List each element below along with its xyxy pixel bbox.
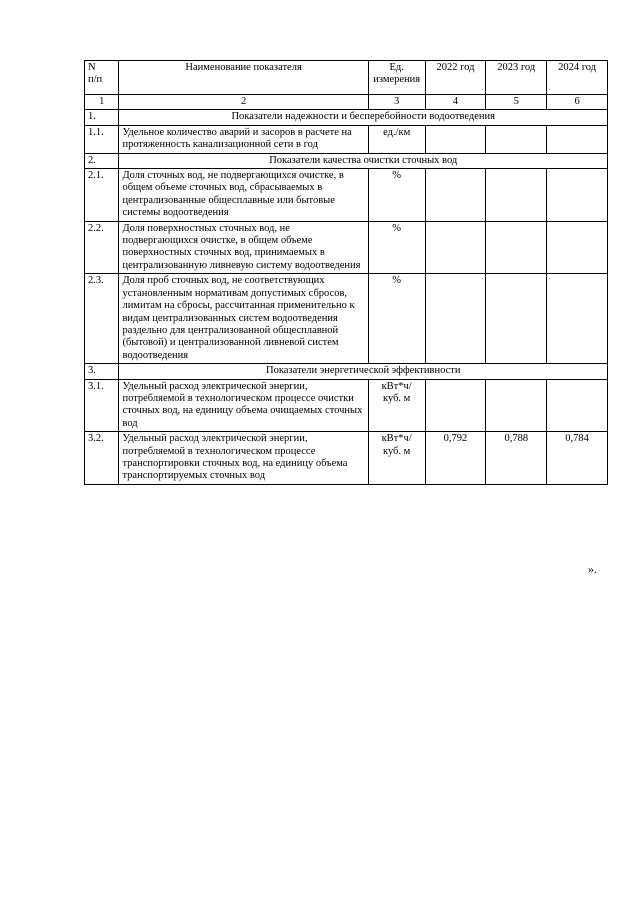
value-2022: 0,792 [425, 432, 486, 485]
value-2024 [547, 274, 608, 364]
indicators-table [84, 60, 608, 485]
indicator-row [85, 221, 608, 274]
value-2022 [425, 274, 486, 364]
value-2022 [425, 169, 486, 222]
column-number-row [85, 95, 608, 110]
indicator-row [85, 169, 608, 222]
value-2023 [486, 379, 547, 432]
indicator-name: Доля поверхностных сточных вод, не подвергающихся очистке, в общем объеме поверхностных сточных вод, принимаемых в централизованную ливневую систему водоотведения [119, 221, 368, 274]
indicator-row [85, 432, 608, 485]
indicator-number: 2.1. [85, 169, 119, 222]
value-2022 [425, 125, 486, 153]
section-title: Показатели энергетической эффективности [119, 364, 608, 379]
column-number: 3 [368, 95, 425, 110]
value-2024 [547, 169, 608, 222]
indicator-row [85, 274, 608, 364]
indicator-number: 3.2. [85, 432, 119, 485]
indicator-number: 1.1. [85, 125, 119, 153]
indicator-unit: кВт*ч/ куб. м [368, 432, 425, 485]
value-2023 [486, 274, 547, 364]
header-year-2024: 2024 год [547, 61, 608, 95]
header-indicator-name: Наименование показателя [119, 61, 368, 95]
indicator-unit: % [368, 221, 425, 274]
section-row [85, 110, 608, 125]
indicator-row [85, 125, 608, 153]
header-year-2022: 2022 год [425, 61, 486, 95]
section-title: Показатели качества очистки сточных вод [119, 153, 608, 168]
indicator-name: Удельное количество аварий и засоров в расчете на протяженность канализационной сети в год [119, 125, 368, 153]
header-year-2023: 2023 год [486, 61, 547, 95]
column-number: 6 [547, 95, 608, 110]
column-number: 2 [119, 95, 368, 110]
column-number: 5 [486, 95, 547, 110]
section-row [85, 153, 608, 168]
indicator-unit: % [368, 169, 425, 222]
value-2023 [486, 125, 547, 153]
header-number: N п/п [85, 61, 119, 95]
indicator-number: 3.1. [85, 379, 119, 432]
header-row [85, 61, 608, 95]
value-2023: 0,788 [486, 432, 547, 485]
value-2024 [547, 379, 608, 432]
header-unit: Ед. измерения [368, 61, 425, 95]
value-2022 [425, 221, 486, 274]
section-number: 2. [85, 153, 119, 168]
section-title: Показатели надежности и бесперебойности водоотведения [119, 110, 608, 125]
value-2024 [547, 221, 608, 274]
column-number: 4 [425, 95, 486, 110]
indicator-number: 2.2. [85, 221, 119, 274]
indicator-row [85, 379, 608, 432]
value-2024: 0,784 [547, 432, 608, 485]
indicator-unit: % [368, 274, 425, 364]
indicator-name: Удельный расход электрической энергии, потребляемой в технологическом процессе очистки сточных вод, на единицу объема очищаемых сточных вод [119, 379, 368, 432]
indicator-unit: ед./км [368, 125, 425, 153]
section-number: 1. [85, 110, 119, 125]
value-2023 [486, 221, 547, 274]
indicator-name: Доля сточных вод, не подвергающихся очистке, в общем объеме сточных вод, сбрасываемых в централизованные общесплавные или бытовые системы водоотведения [119, 169, 368, 222]
value-2022 [425, 379, 486, 432]
value-2024 [547, 125, 608, 153]
indicator-unit: кВт*ч/ куб. м [368, 379, 425, 432]
value-2023 [486, 169, 547, 222]
indicator-number: 2.3. [85, 274, 119, 364]
section-row [85, 364, 608, 379]
section-number: 3. [85, 364, 119, 379]
indicator-name: Удельный расход электрической энергии, потребляемой в технологическом процессе транспортировки сточных вод, на единицу объема транспортируемых сточных вод [119, 432, 368, 485]
closing-quote-mark: ». [588, 562, 597, 576]
column-number: 1 [85, 95, 119, 110]
indicator-name: Доля проб сточных вод, не соответствующих установленным нормативам допустимых сбросов, лимитам на сбросы, рассчитанная применительно к видам централизованных систем водоотведения раздельно для централизованной общесплавной (бытовой) и централизованной ливневой систем водоотведения [119, 274, 368, 364]
